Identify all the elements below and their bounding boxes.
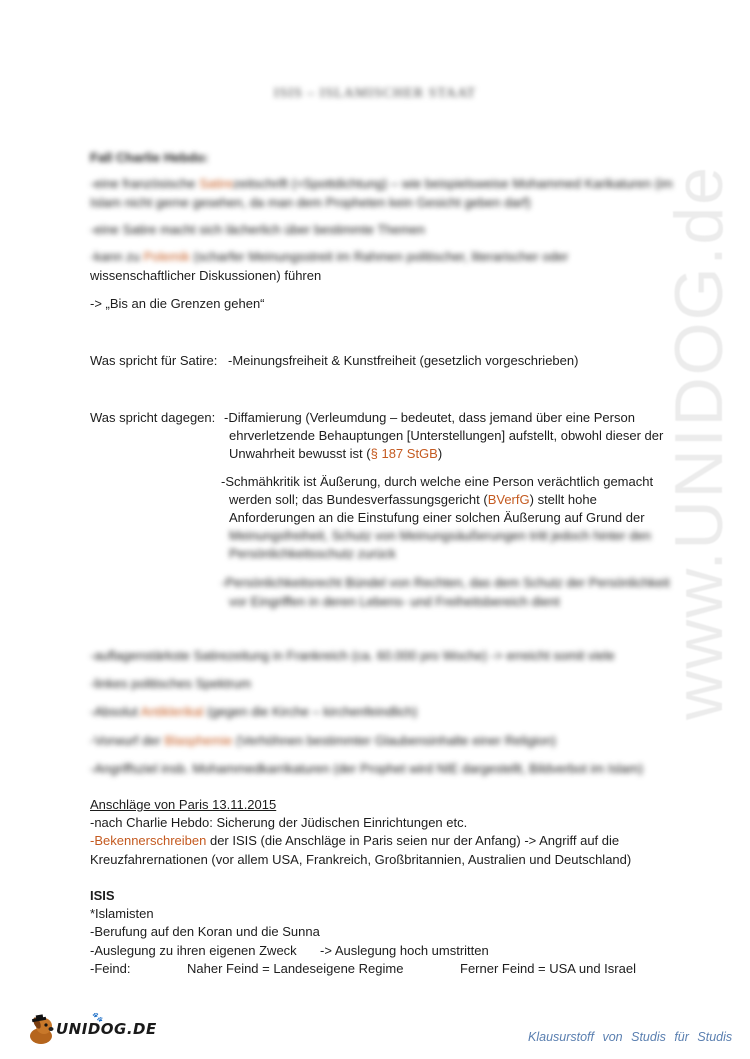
pro-label: Was spricht für Satire: (90, 353, 218, 368)
isis-line-3b: -> Auslegung hoch umstritten (320, 943, 489, 958)
paris-line-3: Kreuzfahrernationen (vor allem USA, Frankreich, Großbritannien, Australien und Deutschland) (90, 852, 632, 867)
intro-line-1: -eine französische Satirezeitschrift (=Spottdichtung) – wie beispielsweise Mohammed Karikaturen (im (90, 176, 673, 191)
intro-line-6: -> „Bis an die Grenzen gehen“ (90, 296, 265, 311)
contra-diffamierung-1: -Diffamierung (Verleumdung – bedeutet, dass jemand über eine Person (224, 410, 635, 425)
paris-line-2: -Bekennerschreiben der ISIS (die Anschläge in Paris seien nur der Anfang) -> Angriff auf die (90, 833, 620, 848)
contra-schmaehkritik-1: -Schmähkritik ist Äußerung, durch welche eine Person verächtlich gemacht (221, 474, 654, 489)
dog-mascot-icon (24, 1014, 58, 1048)
intro-line-5: wissenschaftlicher Diskussionen) führen (90, 268, 322, 283)
section-heading-charlie: Fall Charlie Hebdo: (90, 150, 209, 165)
isis-line-3a: -Auslegung zu ihren eigenen Zweck (90, 943, 297, 958)
isis-line-4c: Ferner Feind = USA und Israel (460, 961, 636, 976)
contra-schmaehkritik-2: werden soll; das Bundesverfassungsgericht (BVerfG) stellt hohe (229, 492, 597, 507)
contra-diffamierung-3: Unwahrheit bewusst ist (§ 187 StGB) (229, 446, 443, 461)
contra-schmaehkritik-5: Persönlichkeitsschutz zurück (229, 546, 396, 561)
isis-line-4a: -Feind: (90, 961, 131, 976)
unidog-logo (24, 1012, 157, 1050)
section-heading-paris: Anschläge von Paris 13.11.2015 (90, 797, 277, 812)
isis-line-1: *Islamisten (90, 906, 154, 921)
section-heading-isis: ISIS (90, 888, 115, 903)
fact-line-3: -Absolut Antiklerikal (gegen die Kirche – kirchenfeindlich) (90, 704, 418, 719)
fact-line-4: -Vorwurf der Blasphemie (Verhöhnen bestimmter Glaubensinhalte einer Religion) (90, 733, 557, 748)
watermark-text: www.UNIDOG.de (661, 165, 737, 720)
isis-line-4b: Naher Feind = Landeseigene Regime (187, 961, 404, 976)
fact-line-1: -auflagenstärkste Satirezeitung in Frankreich (ca. 60.000 pro Woche) -> erreicht somit viele (90, 648, 615, 663)
contra-schmaehkritik-4: Meinungsfreiheit, Schutz von Meinungsäußerungen tritt jedoch hinter den (229, 528, 652, 543)
footer-tagline: Klausurstoff von Studis für Studis (528, 1030, 733, 1044)
fact-line-5: -Angriffsziel insb. Mohammedkarrikaturen (der Prophet wird NIE dargestellt, Bildverbot im Islam) (90, 761, 644, 776)
isis-line-2: -Berufung auf den Koran und die Sunna (90, 924, 320, 939)
paw-icon: 🐾 (92, 1012, 104, 1022)
intro-line-3: -eine Satire macht sich lächerlich über bestimmte Themen (90, 222, 426, 237)
logo-text: UNIDOG.DE (56, 1020, 157, 1038)
fact-line-2: -linkes politisches Spektrum (90, 676, 252, 691)
contra-persoenlichkeit-2: vor Eingriffen in deren Lebens- und Freiheitsbereich dient (229, 594, 560, 609)
intro-line-4: -kann zu Polemik (scharfer Meinungsstreit im Rahmen politischer, literarischer oder (90, 249, 569, 264)
intro-line-2: Islam nicht gerne gesehen, da man dem Propheten kein Gesicht geben darf) (90, 195, 531, 210)
pro-text: -Meinungsfreiheit & Kunstfreiheit (gesetzlich vorgeschrieben) (228, 353, 579, 368)
paris-line-1: -nach Charlie Hebdo: Sicherung der Jüdischen Einrichtungen etc. (90, 815, 468, 830)
contra-persoenlichkeit-1: -Persönlichkeitsrecht Bündel von Rechten, das dem Schutz der Persönlichkeit (221, 575, 670, 590)
contra-schmaehkritik-3: Anforderungen an die Einstufung einer solchen Äußerung auf Grund der (229, 510, 645, 525)
contra-diffamierung-2: ehrverletzende Behauptungen [Unterstellungen] aufstellt, obwohl dieser der (229, 428, 664, 443)
contra-label: Was spricht dagegen: (90, 410, 216, 425)
page-title: ISIS – ISLAMISCHER STAAT (273, 86, 477, 101)
